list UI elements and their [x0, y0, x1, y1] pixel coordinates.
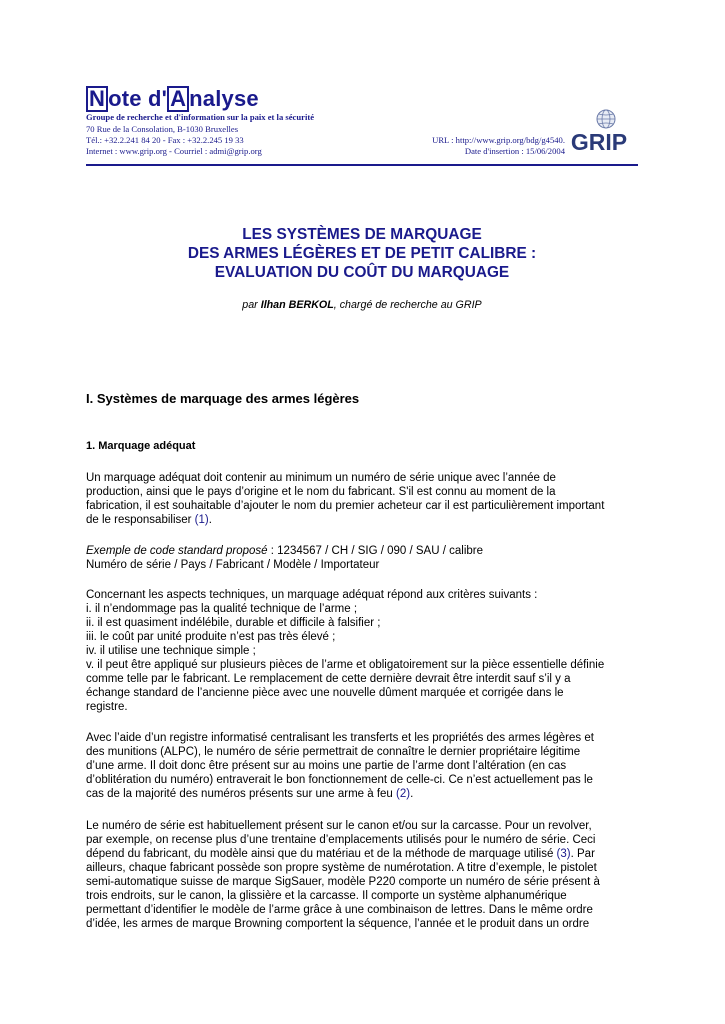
brand-text-end: nalyse: [189, 86, 259, 111]
byline-author: Ilhan BERKOL: [260, 299, 334, 311]
example-legend: Numéro de série / Pays / Fabricant / Modèle / Importateur: [86, 559, 380, 571]
org-phone: Tél.: +32.2.241 84 20 - Fax : +32.2.245 19 33: [86, 135, 244, 145]
section-heading: I. Systèmes de marquage des armes légères: [86, 391, 360, 406]
criteria-item: v. il peut être appliqué sur plusieurs pièces de l’arme et obligatoirement sur la pièce essentielle définie: [86, 659, 605, 671]
brand-title: [86, 86, 259, 112]
title-line-2: DES ARMES LÉGÈRES ET DE PETIT CALIBRE :: [187, 245, 537, 262]
criteria-item: i. il n’endommage pas la qualité technique de l’arme ;: [86, 603, 358, 615]
org-name: Groupe de recherche et d'information sur la paix et la sécurité: [86, 112, 315, 122]
p3-end: . Par: [570, 848, 595, 860]
title-line-3: EVALUATION DU COÛT DU MARQUAGE: [214, 264, 510, 281]
criteria-item-cont: comme telle par le fabricant. Le remplacement de cette dernière devrait être interdit sauf s’il y a: [86, 673, 571, 685]
p3-line: par exemple, on recense plus d’une trentaine d’emplacements utilisés pour le numéro de série. Ceci: [86, 834, 596, 846]
p1-line: production, ainsi que le pays d’origine et le nom du fabricant. S'il est connu au moment de la: [86, 486, 556, 498]
subsection-heading: 1. Marquage adéquat: [86, 440, 196, 452]
example-code: [86, 544, 483, 558]
p3-line: d’idée, les armes de marque Browning comportent la séquence, l’année et le produit dans un ordre: [86, 918, 590, 930]
byline-suffix: , chargé de recherche au GRIP: [333, 299, 482, 311]
p1-line-last: [86, 513, 212, 527]
p3-line: trois endroits, sur le canon, la glissière et la carcasse. Il comporte un système alphanumérique: [86, 890, 567, 902]
criteria-item-cont: registre.: [86, 701, 128, 713]
byline-prefix: par: [242, 299, 261, 311]
p1-line: Un marquage adéquat doit contenir au minimum un numéro de série unique avec l’année de: [86, 472, 556, 484]
p1-line: fabrication, il est souhaitable d’ajouter le nom du premier acheteur car il est particulièrement important: [86, 500, 605, 512]
doc-date: Date d'insertion : 15/06/2004: [464, 146, 565, 156]
example-label: Exemple de code standard proposé: [86, 545, 268, 557]
criteria-item: ii. il est quasiment indélébile, durable et difficile à falsifier ;: [86, 617, 381, 629]
footnote-link-3[interactable]: (3): [556, 848, 571, 860]
p2-end: .: [410, 788, 414, 800]
grip-logo: [566, 108, 632, 158]
p3-line: permettant d’identifier le modèle de l’arme grâce à une combinaison de lettres. Dans le même ordre: [86, 904, 593, 916]
p2-line: d’une arme. Il doit donc être présent sur au moins une partie de l’arme dont l’altération (en cas: [86, 760, 567, 772]
doc-url: URL : http://www.grip.org/bdg/g4540.: [432, 135, 565, 145]
p3-line: ailleurs, chaque fabricant possède son propre système de numérotation. A titre d’exemple, le pistolet: [86, 862, 597, 874]
brand-letter-a: A: [167, 86, 189, 112]
p2-line: Avec l’aide d’un registre informatisé centralisant les transferts et les propriétés des armes légères et: [86, 732, 594, 744]
org-internet: Internet : www.grip.org - Courriel : admi@grip.org: [86, 146, 262, 156]
p3-line: semi-automatique suisse de marque SigSauer, modèle P220 comporte un numéro de série présent à: [86, 876, 600, 888]
grip-logo-text: GRIP: [570, 129, 628, 155]
criteria-item: iii. le coût par unité produite n’est pas très élevé ;: [86, 631, 336, 643]
p2-line: d’oblitération du numéro) entraverait le bon fonctionnement de celle-ci. Ce n’est actuellement pas le: [86, 774, 593, 786]
p3-text: dépend du fabricant, du modèle ainsi que du matériau et de la méthode de marquage utilisé: [86, 848, 557, 860]
p3-line-ref: [86, 847, 595, 861]
footnote-link-1[interactable]: (1): [194, 514, 209, 526]
globe-icon: [597, 110, 615, 128]
brand-letter-n: N: [86, 86, 108, 112]
criteria-item: iv. il utilise une technique simple ;: [86, 645, 256, 657]
example-value: : 1234567 / CH / SIG / 090 / SAU / calibre: [267, 545, 483, 557]
footnote-link-2[interactable]: (2): [396, 788, 411, 800]
org-address: 70 Rue de la Consolation, B-1030 Bruxelles: [86, 124, 239, 134]
criteria-intro: Concernant les aspects techniques, un marquage adéquat répond aux critères suivants :: [86, 589, 538, 601]
p2-line: des munitions (ALPC), le numéro de série permettrait de connaître le dernier propriétaire légitime: [86, 746, 581, 758]
criteria-item-cont: échange standard de l’ancienne pièce avec une nouvelle dûment marquée et corrigée dans le: [86, 687, 564, 699]
p2-text: cas de la majorité des numéros présents sur une arme à feu: [86, 788, 397, 800]
byline: [86, 299, 638, 311]
p1-end: .: [208, 514, 212, 526]
header-rule: [86, 164, 638, 166]
p3-line: Le numéro de série est habituellement présent sur le canon et/ou sur la carcasse. Pour un revolver,: [86, 820, 592, 832]
p1-text: de le responsabiliser: [86, 514, 195, 526]
title-line-1: LES SYSTÈMES DE MARQUAGE: [242, 226, 482, 243]
brand-text-mid: ote d': [108, 86, 168, 111]
p2-line-last: [86, 787, 413, 801]
